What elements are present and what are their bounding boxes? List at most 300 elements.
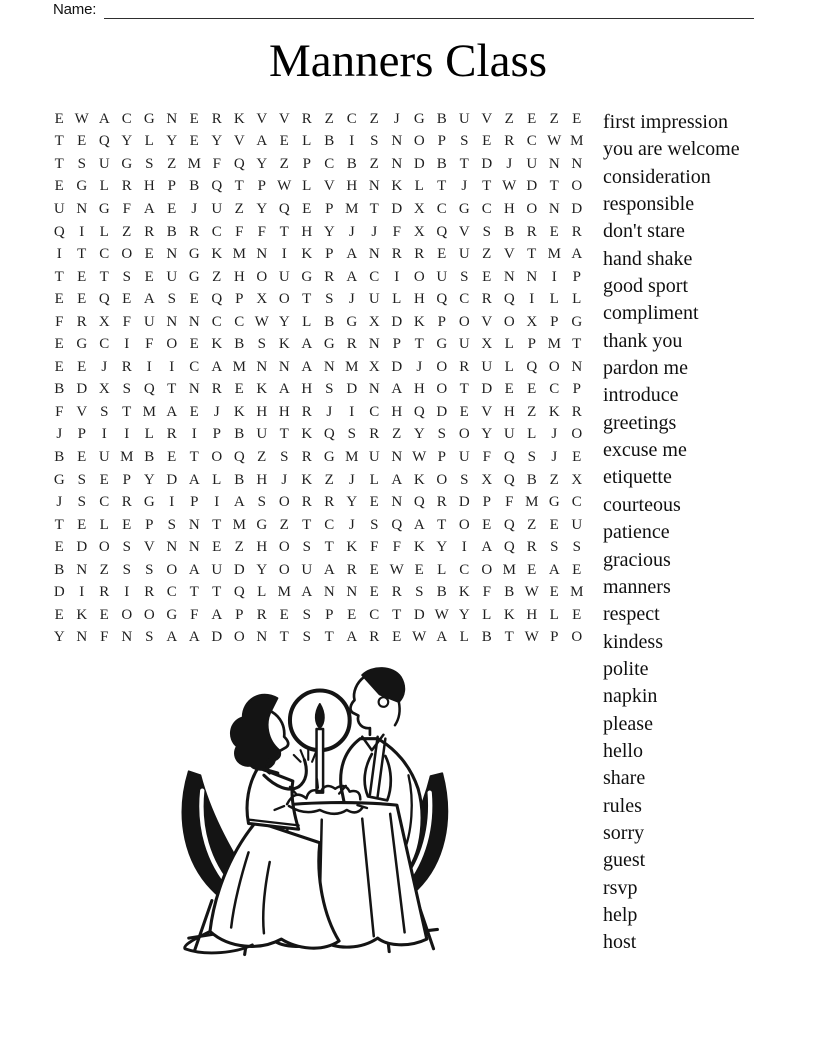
grid-letter-r24c8: D <box>211 629 223 646</box>
grid-letter-r7c7: G <box>188 246 200 263</box>
grid-letter-r20c15: F <box>370 539 379 556</box>
grid-letter-r14c2: V <box>76 403 88 420</box>
grid-letter-r11c15: N <box>368 336 380 353</box>
grid-letter-r11c20: X <box>481 336 493 353</box>
grid-letter-r13c6: T <box>167 381 177 398</box>
grid-letter-r4c22: D <box>526 178 538 195</box>
word-search-grid <box>48 108 588 649</box>
word-list-item: patience <box>603 521 670 544</box>
grid-letter-r14c3: S <box>100 403 109 420</box>
grid-letter-r18c6: I <box>169 494 175 511</box>
grid-letter-r15c20: Y <box>481 426 493 443</box>
grid-letter-r10c6: N <box>166 313 178 330</box>
grid-letter-r17c24: X <box>571 471 583 488</box>
grid-letter-r10c12: L <box>302 313 312 330</box>
grid-letter-r11c14: R <box>346 336 357 353</box>
grid-letter-r1c20: V <box>481 110 493 127</box>
grid-letter-r19c5: P <box>145 516 154 533</box>
grid-letter-r5c18: C <box>436 200 447 217</box>
grid-letter-r18c3: C <box>99 494 110 511</box>
grid-letter-r6c11: T <box>279 223 289 240</box>
grid-letter-r10c14: G <box>346 313 358 330</box>
grid-letter-r3c19: T <box>459 155 469 172</box>
grid-letter-r5c11: Q <box>278 200 290 217</box>
grid-letter-r7c8: K <box>211 246 223 263</box>
grid-letter-r6c18: Q <box>436 223 448 240</box>
grid-letter-r13c5: Q <box>143 381 155 398</box>
grid-letter-r16c11: S <box>280 448 289 465</box>
grid-letter-r7c17: R <box>414 246 425 263</box>
grid-letter-r7c21: V <box>503 246 515 263</box>
grid-letter-r12c12: A <box>301 358 313 375</box>
grid-letter-r2c11: E <box>279 133 289 150</box>
grid-letter-r3c3: U <box>98 155 110 172</box>
grid-letter-r2c16: N <box>391 133 403 150</box>
word-list-item: respect <box>603 603 660 626</box>
grid-letter-r16c22: S <box>527 448 536 465</box>
grid-letter-r6c5: R <box>144 223 155 240</box>
grid-letter-r5c8: U <box>211 200 223 217</box>
grid-letter-r7c1: I <box>56 246 62 263</box>
grid-letter-r21c13: A <box>323 561 335 578</box>
grid-letter-r11c10: S <box>257 336 266 353</box>
word-list-item: courteous <box>603 493 681 516</box>
grid-letter-r5c19: G <box>458 200 470 217</box>
grid-letter-r18c17: Q <box>413 494 425 511</box>
grid-letter-r12c7: C <box>189 358 200 375</box>
word-list-item: sorry <box>603 821 645 844</box>
grid-letter-r10c20: V <box>481 313 493 330</box>
grid-letter-r2c1: T <box>54 133 64 150</box>
grid-letter-r8c17: O <box>413 268 425 285</box>
grid-letter-r8c2: E <box>77 268 87 285</box>
grid-letter-r23c24: E <box>572 606 582 623</box>
grid-letter-r10c13: B <box>324 313 335 330</box>
grid-letter-r10c5: U <box>143 313 155 330</box>
grid-letter-r8c16: I <box>394 268 400 285</box>
grid-letter-r23c22: H <box>526 606 538 623</box>
grid-letter-r12c23: O <box>548 358 560 375</box>
grid-letter-r4c1: E <box>54 178 64 195</box>
grid-letter-r8c4: S <box>122 268 131 285</box>
grid-letter-r24c12: S <box>302 629 311 646</box>
grid-letter-r14c8: J <box>213 403 220 420</box>
grid-letter-r23c20: L <box>482 606 492 623</box>
grid-letter-r9c18: Q <box>436 291 448 308</box>
grid-letter-r22c2: I <box>79 584 85 601</box>
grid-letter-r1c21: Z <box>504 110 514 127</box>
grid-letter-r23c3: E <box>99 606 109 623</box>
word-list-item: etiquette <box>603 466 672 489</box>
grid-letter-r7c11: I <box>281 246 287 263</box>
grid-letter-r21c7: A <box>188 561 200 578</box>
grid-letter-r12c21: L <box>504 358 514 375</box>
grid-letter-r6c4: Z <box>122 223 132 240</box>
grid-letter-r5c2: N <box>76 200 88 217</box>
grid-letter-r12c1: E <box>54 358 64 375</box>
grid-letter-r23c18: W <box>434 606 449 623</box>
grid-letter-r11c16: P <box>392 336 401 353</box>
grid-letter-r13c12: H <box>301 381 313 398</box>
grid-letter-r24c13: T <box>324 629 334 646</box>
grid-letter-r7c20: Z <box>482 246 492 263</box>
grid-letter-r9c3: Q <box>98 291 110 308</box>
grid-letter-r22c10: L <box>257 584 267 601</box>
grid-letter-r13c11: A <box>278 381 290 398</box>
grid-letter-r1c23: Z <box>549 110 559 127</box>
grid-letter-r3c22: U <box>526 155 538 172</box>
word-list-item: hand shake <box>603 247 693 270</box>
grid-letter-r19c1: T <box>54 516 64 533</box>
grid-letter-r19c6: S <box>167 516 176 533</box>
word-list-item: first impression <box>603 111 728 133</box>
grid-letter-r21c6: O <box>166 561 178 578</box>
grid-letter-r16c12: R <box>301 448 312 465</box>
grid-letter-r24c22: W <box>524 629 539 646</box>
grid-letter-r13c19: T <box>459 381 469 398</box>
grid-letter-r5c21: H <box>503 200 515 217</box>
grid-letter-r6c24: R <box>571 223 582 240</box>
grid-letter-r14c6: A <box>166 403 178 420</box>
grid-letter-r11c13: G <box>323 336 335 353</box>
grid-letter-r15c14: S <box>347 426 356 443</box>
grid-letter-r8c5: E <box>144 268 154 285</box>
grid-letter-r6c13: Y <box>323 223 335 240</box>
grid-letter-r15c24: O <box>571 426 583 443</box>
grid-letter-r19c15: S <box>370 516 379 533</box>
grid-letter-r4c18: T <box>437 178 447 195</box>
grid-letter-r14c14: I <box>349 403 355 420</box>
grid-letter-r21c12: U <box>301 561 313 578</box>
grid-letter-r16c16: N <box>391 448 403 465</box>
grid-letter-r12c3: J <box>101 358 108 375</box>
grid-letter-r10c2: R <box>76 313 87 330</box>
grid-letter-r15c17: Y <box>413 426 425 443</box>
grid-letter-r13c9: E <box>234 381 244 398</box>
grid-letter-r9c7: E <box>189 291 199 308</box>
grid-letter-r24c16: E <box>392 629 402 646</box>
grid-letter-r15c15: R <box>369 426 380 443</box>
grid-letter-r20c5: V <box>143 539 155 556</box>
word-list-item: gracious <box>603 548 671 571</box>
grid-letter-r8c10: O <box>256 268 268 285</box>
grid-letter-r16c21: Q <box>503 448 515 465</box>
grid-letter-r13c24: P <box>572 381 581 398</box>
grid-letter-r9c17: H <box>413 291 425 308</box>
grid-letter-r1c15: Z <box>369 110 379 127</box>
grid-letter-r17c9: B <box>234 471 245 488</box>
grid-letter-r11c17: T <box>414 336 424 353</box>
grid-letter-r5c22: O <box>526 200 538 217</box>
grid-letter-r3c18: B <box>436 155 447 172</box>
grid-letter-r9c8: Q <box>211 291 223 308</box>
grid-letter-r19c18: T <box>437 516 447 533</box>
grid-letter-r8c11: U <box>278 268 290 285</box>
grid-letter-r20c16: F <box>392 539 401 556</box>
grid-letter-r4c2: G <box>76 178 88 195</box>
grid-letter-r13c14: D <box>346 381 358 398</box>
grid-letter-r12c2: E <box>77 358 87 375</box>
grid-letter-r22c8: T <box>212 584 222 601</box>
grid-letter-r14c18: D <box>436 403 448 420</box>
grid-letter-r2c17: O <box>413 133 425 150</box>
grid-letter-r18c7: P <box>190 494 199 511</box>
grid-letter-r21c20: O <box>481 561 493 578</box>
grid-letter-r20c4: S <box>122 539 131 556</box>
grid-letter-r6c21: B <box>504 223 515 240</box>
grid-letter-r3c9: Q <box>233 155 245 172</box>
grid-letter-r3c8: F <box>212 155 221 172</box>
grid-letter-r2c10: A <box>256 133 268 150</box>
grid-letter-r8c7: G <box>188 268 200 285</box>
grid-letter-r20c8: E <box>212 539 222 556</box>
grid-letter-r10c3: X <box>98 313 110 330</box>
word-list-item: please <box>603 712 653 735</box>
grid-letter-r6c14: J <box>348 223 355 240</box>
grid-letter-r17c17: K <box>413 471 425 488</box>
grid-letter-r19c24: U <box>571 516 583 533</box>
grid-letter-r24c17: W <box>412 629 427 646</box>
grid-letter-r22c20: F <box>482 584 491 601</box>
grid-letter-r5c1: U <box>53 200 65 217</box>
grid-letter-r11c11: K <box>278 336 290 353</box>
grid-letter-r8c13: R <box>324 268 335 285</box>
grid-letter-r17c14: J <box>348 471 355 488</box>
grid-letter-r7c23: M <box>547 246 561 263</box>
grid-letter-r10c1: F <box>55 313 64 330</box>
grid-letter-r17c4: P <box>122 471 131 488</box>
grid-letter-r3c17: D <box>413 155 425 172</box>
grid-letter-r8c6: U <box>166 268 178 285</box>
grid-letter-r3c7: M <box>187 155 201 172</box>
grid-letter-r18c13: R <box>324 494 335 511</box>
grid-letter-r22c4: I <box>124 584 130 601</box>
grid-letter-r22c1: D <box>53 584 65 601</box>
grid-letter-r6c23: E <box>549 223 559 240</box>
grid-letter-r21c23: A <box>548 561 560 578</box>
grid-letter-r19c9: M <box>232 516 246 533</box>
grid-letter-r2c7: E <box>189 133 199 150</box>
grid-letter-r20c14: K <box>346 539 358 556</box>
grid-letter-r2c4: Y <box>121 133 133 150</box>
grid-letter-r14c17: Q <box>413 403 425 420</box>
grid-letter-r24c23: P <box>550 629 559 646</box>
grid-letter-r12c20: U <box>481 358 493 375</box>
grid-letter-r5c17: X <box>413 200 425 217</box>
grid-letter-r15c8: P <box>212 426 221 443</box>
grid-letter-r14c9: K <box>233 403 245 420</box>
grid-letter-r4c14: H <box>346 178 358 195</box>
grid-letter-r9c16: L <box>392 291 402 308</box>
grid-letter-r10c4: F <box>122 313 131 330</box>
grid-letter-r17c3: E <box>99 471 109 488</box>
name-fill-in-line <box>104 2 754 19</box>
page-title: Manners Class <box>268 35 548 87</box>
grid-letter-r17c6: D <box>166 471 178 488</box>
grid-letter-r15c18: S <box>437 426 446 443</box>
grid-letter-r22c16: R <box>391 584 402 601</box>
grid-letter-r24c15: R <box>369 629 380 646</box>
grid-letter-r22c19: K <box>458 584 470 601</box>
grid-letter-r7c4: O <box>121 246 133 263</box>
grid-letter-r16c7: T <box>189 448 199 465</box>
grid-letter-r24c20: B <box>481 629 492 646</box>
grid-letter-r3c1: T <box>54 155 64 172</box>
grid-letter-r14c13: J <box>326 403 333 420</box>
grid-letter-r21c11: O <box>278 561 290 578</box>
grid-letter-r23c13: P <box>325 606 334 623</box>
grid-letter-r1c8: R <box>211 110 222 127</box>
grid-letter-r4c17: L <box>414 178 424 195</box>
grid-letter-r19c23: E <box>549 516 559 533</box>
grid-letter-r4c24: O <box>571 178 583 195</box>
grid-letter-r21c5: S <box>145 561 154 578</box>
grid-letter-r10c23: P <box>550 313 559 330</box>
grid-letter-r6c2: I <box>79 223 85 240</box>
grid-letter-r2c23: W <box>547 133 562 150</box>
grid-letter-r15c13: Q <box>323 426 335 443</box>
grid-letter-r10c16: D <box>391 313 403 330</box>
grid-letter-r9c20: R <box>481 291 492 308</box>
grid-letter-r9c4: E <box>122 291 132 308</box>
grid-letter-r11c23: M <box>547 336 561 353</box>
grid-letter-r18c23: G <box>548 494 560 511</box>
grid-letter-r6c8: C <box>211 223 222 240</box>
grid-letter-r18c9: A <box>233 494 245 511</box>
grid-letter-r4c15: N <box>368 178 380 195</box>
grid-letter-r12c8: A <box>211 358 223 375</box>
grid-letter-r9c19: C <box>459 291 470 308</box>
grid-letter-r16c4: M <box>120 448 134 465</box>
grid-letter-r5c4: F <box>122 200 131 217</box>
grid-letter-r16c23: J <box>551 448 558 465</box>
grid-letter-r6c6: B <box>166 223 177 240</box>
grid-letter-r6c22: R <box>526 223 537 240</box>
grid-letter-r9c12: T <box>302 291 312 308</box>
grid-letter-r13c10: K <box>256 381 268 398</box>
grid-letter-r22c11: M <box>277 584 291 601</box>
grid-letter-r7c6: N <box>166 246 178 263</box>
grid-letter-r13c3: X <box>98 381 110 398</box>
grid-letter-r7c10: N <box>256 246 268 263</box>
grid-letter-r15c4: I <box>124 426 130 443</box>
grid-letter-r17c15: L <box>369 471 379 488</box>
word-list-item: consideration <box>603 165 711 188</box>
grid-letter-r4c3: L <box>99 178 109 195</box>
grid-letter-r1c19: U <box>458 110 470 127</box>
grid-letter-r17c22: B <box>526 471 537 488</box>
grid-letter-r23c9: P <box>235 606 244 623</box>
grid-letter-r19c3: L <box>99 516 109 533</box>
grid-letter-r7c2: T <box>77 246 87 263</box>
grid-letter-r22c22: W <box>524 584 539 601</box>
word-list-item: you are welcome <box>603 138 740 161</box>
word-list-item: good sport <box>603 275 688 298</box>
grid-letter-r2c22: C <box>526 133 537 150</box>
word-list-item: help <box>603 903 638 926</box>
grid-letter-r6c12: H <box>301 223 313 240</box>
grid-letter-r5c9: Z <box>234 200 244 217</box>
grid-letter-r23c19: Y <box>458 606 470 623</box>
grid-letter-r22c9: Q <box>233 584 245 601</box>
grid-letter-r10c21: O <box>503 313 515 330</box>
grid-letter-r14c7: E <box>189 403 199 420</box>
grid-letter-r20c24: S <box>572 539 581 556</box>
grid-letter-r7c5: E <box>144 246 154 263</box>
grid-letter-r2c12: L <box>302 133 312 150</box>
grid-letter-r13c8: R <box>211 381 222 398</box>
grid-letter-r13c22: E <box>527 381 537 398</box>
grid-letter-r20c22: R <box>526 539 537 556</box>
grid-letter-r3c23: N <box>548 155 560 172</box>
grid-letter-r5c16: D <box>391 200 403 217</box>
grid-letter-r1c24: E <box>572 110 582 127</box>
grid-letter-r6c10: F <box>257 223 266 240</box>
grid-letter-r22c14: N <box>346 584 358 601</box>
grid-letter-r16c1: B <box>54 448 65 465</box>
grid-letter-r23c16: T <box>392 606 402 623</box>
grid-letter-r19c11: Z <box>279 516 289 533</box>
grid-letter-r2c14: I <box>349 133 355 150</box>
grid-letter-r9c15: U <box>368 291 380 308</box>
grid-letter-r6c16: F <box>392 223 401 240</box>
grid-letter-r4c13: V <box>323 178 335 195</box>
grid-letter-r9c2: E <box>77 291 87 308</box>
grid-letter-r22c15: E <box>369 584 379 601</box>
grid-letter-r12c6: I <box>169 358 175 375</box>
grid-letter-r24c11: T <box>279 629 289 646</box>
grid-letter-r2c6: Y <box>166 133 178 150</box>
grid-letter-r10c7: N <box>188 313 200 330</box>
grid-letter-r23c6: G <box>166 606 178 623</box>
word-list-item: guest <box>603 849 646 872</box>
grid-letter-r1c22: E <box>527 110 537 127</box>
grid-letter-r10c18: P <box>437 313 446 330</box>
grid-letter-r4c21: W <box>502 178 517 195</box>
grid-letter-r24c6: A <box>166 629 178 646</box>
grid-letter-r5c24: D <box>571 200 583 217</box>
grid-letter-r20c2: D <box>76 539 88 556</box>
grid-letter-r20c18: Y <box>436 539 448 556</box>
grid-letter-r22c17: S <box>415 584 424 601</box>
grid-letter-r20c7: N <box>188 539 200 556</box>
grid-letter-r19c4: E <box>122 516 132 533</box>
name-label: Name: <box>53 1 97 18</box>
grid-letter-r14c19: E <box>459 403 469 420</box>
grid-letter-r10c11: Y <box>278 313 290 330</box>
grid-letter-r7c18: E <box>437 246 447 263</box>
grid-letter-r3c20: D <box>481 155 493 172</box>
grid-letter-r6c1: Q <box>53 223 65 240</box>
grid-letter-r21c18: L <box>437 561 447 578</box>
grid-letter-r4c20: T <box>482 178 492 195</box>
grid-letter-r20c21: Q <box>503 539 515 556</box>
grid-letter-r6c19: V <box>458 223 470 240</box>
grid-letter-r8c19: S <box>460 268 469 285</box>
grid-letter-r23c7: F <box>190 606 199 623</box>
grid-letter-r10c22: X <box>526 313 538 330</box>
grid-letter-r9c5: A <box>143 291 155 308</box>
grid-letter-r4c19: J <box>461 178 468 195</box>
grid-letter-r17c11: J <box>281 471 288 488</box>
grid-letter-r12c9: M <box>232 358 246 375</box>
grid-letter-r22c18: B <box>436 584 447 601</box>
grid-letter-r21c4: S <box>122 561 131 578</box>
grid-letter-r18c18: R <box>436 494 447 511</box>
grid-letter-r7c14: A <box>346 246 358 263</box>
grid-letter-r2c15: S <box>370 133 379 150</box>
grid-letter-r21c10: Y <box>256 561 268 578</box>
